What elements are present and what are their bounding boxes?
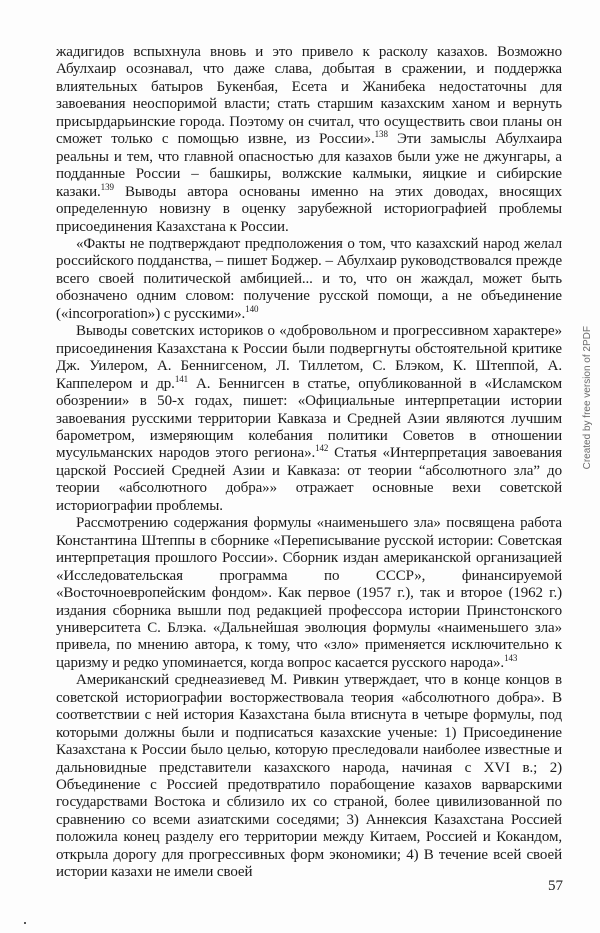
footnote-ref: 141 <box>174 373 189 384</box>
text-run: Рассмотрению содержания формулы «наименьшего зла» посвящена работа Константина Штеппы в сборнике «Переписывание русской истории: Советская интерпретация прошлого России». Сборник издан американской организацией «Исследовательская программа по СССР», финансируемой «Восточноевропейским фондом». Как первое (1957 г.), так и второе (1962 г.) издания сборника вышли под редакцией профессора истории Принстонского университета С. Блэка. «Дальнейшая эволюция формулы «наименьшего зла» привела, по мнению автора, к тому, что «зло» применяется исключительно к царизму и редко упоминается, когда вопрос касается русского народа». <box>56 515 562 671</box>
footnote-ref: 140 <box>245 303 259 314</box>
watermark-text: Created by free version of 2PDF <box>582 326 593 470</box>
paragraph <box>56 515 562 672</box>
footnote-ref: 138 <box>374 129 388 140</box>
paragraph <box>56 323 562 515</box>
text-run: «Факты не подтверждают предположения о том, что казахский народ желал российского подданства, – пишет Боджер. – Абулхаир руководствовался прежде всего своей политической амбицией... и то, что он жаждал, может быть обозначено одним словом: получение русской помощи, а не объединение («incorporation») с русскими». <box>56 235 562 322</box>
text-run: Выводы советских историков о «добровольном и прогрессивном характере» присоединения Казахстана к России были подвергнуты обстоятельной критике Дж. Уилером, А. Беннигсеном, Л. Тиллетом, С. Блэком, К. Штеппой, А. Каппелером и др. <box>56 323 562 392</box>
body-text <box>56 44 562 882</box>
paragraph <box>56 672 562 881</box>
paragraph <box>56 236 562 323</box>
footnote-ref: 142 <box>315 443 329 454</box>
page-number: 57 <box>548 878 563 894</box>
footnote-ref: 143 <box>504 652 518 663</box>
paragraph <box>56 44 562 236</box>
text-run: жадигидов вспыхнула вновь и это привело к расколу казахов. Возможно Абулхаир осознавал, что даже слава, добытая в сражении, и поддержка влиятельных батыров Букенбая, Есета и Жанибека недостаточны для завоевания неоспоримой власти; стать старшим казахским ханом и вернуть присырдарьинские города. Поэтому он считал, что осуществить свои планы он сможет только с помощью извне, из России». <box>56 44 562 148</box>
scan-speck <box>24 922 26 924</box>
text-run: Американский среднеазиевед М. Ривкин утверждает, что в конце концов в советской историографии восторжествовала теория «абсолютного добра». В соответствии с ней история Казахстана была втиснута в четыре формулы, под которыми должны были и подписаться казахские ученые: 1) Присоединение Казахстана к России было целью, которую преследовали наиболее известные и дальновидные представители казахского народа, начиная с XVI в.; 2) Объединение с Россией предотвратило порабощение казахов варварскими государствами Востока и сблизило их со страной, более цивилизованной по сравнению со всеми азиатскими соседями; 3) Аннексия Казахстана Россией положила конец разделу его территории между Китаем, Россией и Кокандом, открыла дорогу для прогрессивных форм экономики; 4) В течение всей своей истории казахи не имели своей <box>56 672 562 881</box>
text-run: Эти замыслы Абулхаира реальны и тем, что главной опасностью для казахов были уже не джунгары, а подданные России – башкиры, волжские калмыки, яицкие и сибирские казаки. <box>56 131 563 200</box>
text-run: Выводы автора основаны именно на этих доводах, вносящих определенную новизну в оценку зарубежной историографией проблемы присоединения Казахстана к России. <box>56 183 562 235</box>
text-run: Статья «Интерпретация завоевания царской Россией Средней Азии и Кавказа: от теории “абсолютного зла” до теории «абсолютного добра»» отражает основные вехи советской историографии проблемы. <box>56 445 562 514</box>
text-run: А. Беннигсен в статье, опубликованной в «Исламском обозрении» в 50-х годах, пишет: «Официальные интерпретации истории завоевания русскими территории Кавказа и Средней Азии являются лучшим барометром, измеряющим колебания политики Советов в отношении мусульманских народов этого региона». <box>56 375 563 462</box>
footnote-ref: 139 <box>100 181 114 192</box>
